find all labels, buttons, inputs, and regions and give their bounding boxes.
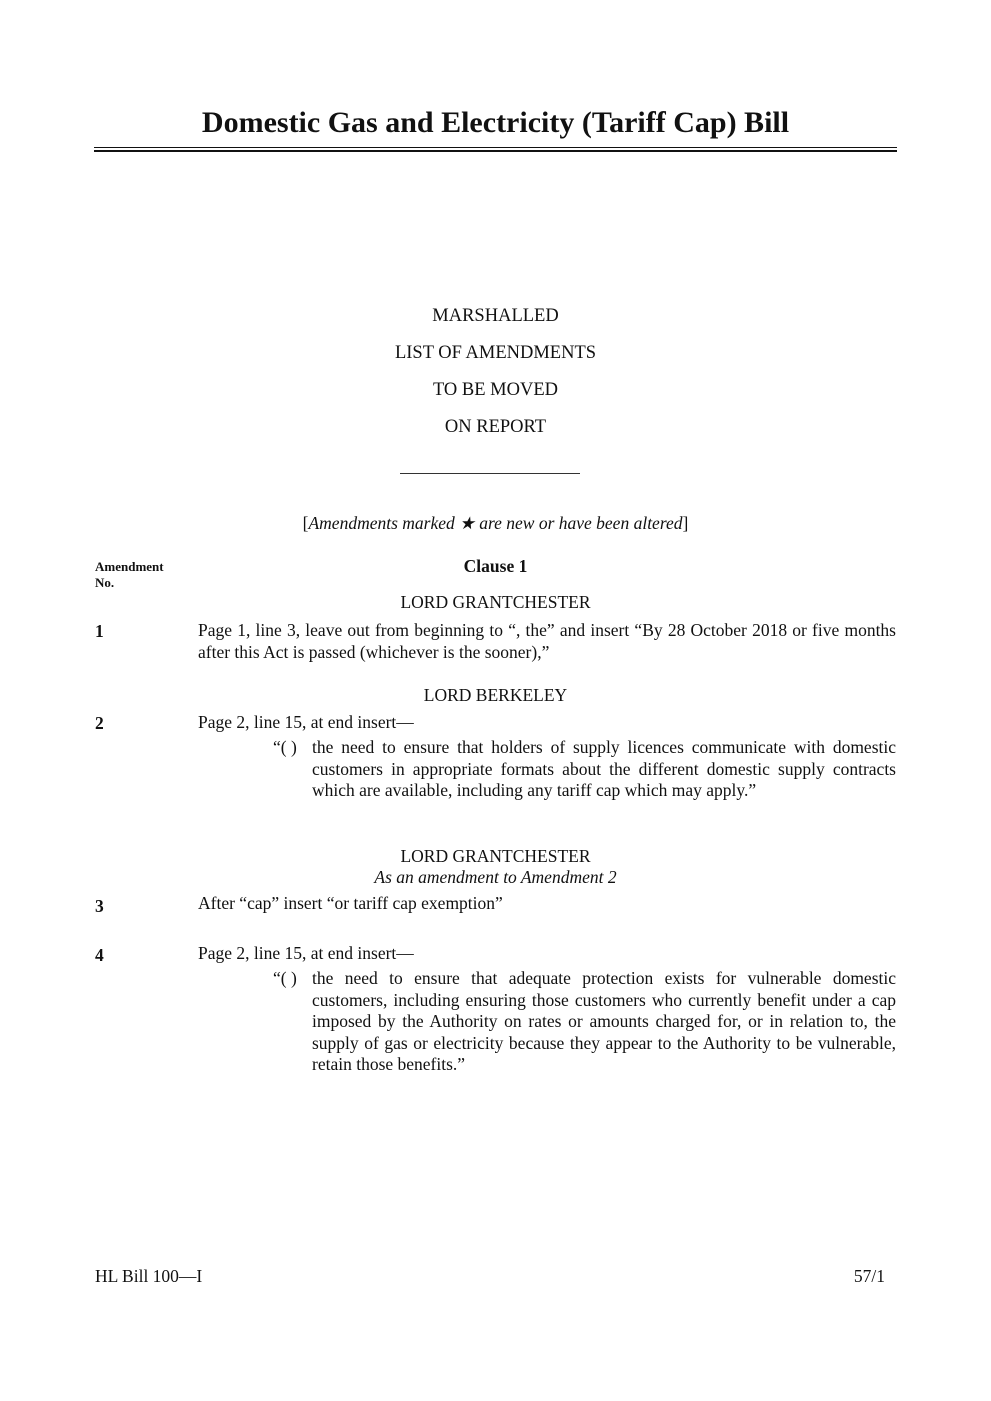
- quote-mark: “( ): [273, 968, 297, 988]
- amendment-number: 2: [95, 713, 104, 733]
- title-rule: [94, 147, 897, 148]
- amendment-number: 1: [95, 621, 104, 641]
- sponsor: LORD GRANTCHESTER: [400, 592, 591, 612]
- bill-title: Domestic Gas and Electricity (Tariff Cap) Bill: [201, 106, 790, 139]
- sponsor: LORD BERKELEY: [423, 685, 568, 705]
- sponsor: LORD GRANTCHESTER: [400, 846, 591, 866]
- heading-line: TO BE MOVED: [432, 380, 559, 400]
- inserted-text: [273, 968, 896, 1076]
- amendment-number-label: Amendment No.: [95, 559, 164, 590]
- footer-page-ref: 57/1: [853, 1266, 885, 1286]
- divider: [400, 473, 580, 474]
- clause-heading: Clause 1: [463, 556, 528, 576]
- inserted-text: [273, 737, 896, 802]
- quote-mark: “( ): [273, 737, 297, 757]
- amendments-note: [Amendments marked ★ are new or have been altered]: [302, 513, 689, 533]
- sponsor-note: As an amendment to Amendment 2: [374, 867, 617, 887]
- heading-line: MARSHALLED: [432, 306, 559, 326]
- heading-line: ON REPORT: [444, 417, 547, 437]
- footer-bill-number: HL Bill 100—I: [95, 1266, 203, 1286]
- amendment-number: 3: [95, 896, 104, 916]
- amendment-text: Page 2, line 15, at end insert—: [198, 943, 414, 963]
- amendment-number: 4: [95, 945, 104, 965]
- amendment-text: After “cap” insert “or tariff cap exemption”: [198, 893, 503, 913]
- quote-body: the need to ensure that adequate protection exists for vulnerable domestic customers, including ensuring those customers who currently benefit under a cap imposed by the Authority on rates or amounts charged for, or in relation to, the supply of gas or electricity because they appear to the Authority to be vulnerable, retain those benefits.”: [312, 968, 896, 1074]
- amendment-text: Page 2, line 15, at end insert—: [198, 712, 414, 732]
- heading-line: LIST OF AMENDMENTS: [394, 343, 597, 363]
- title-rule-thick: [94, 150, 897, 152]
- amendment-text: Page 1, line 3, leave out from beginning to “, the” and insert “By 28 October 2018 or five months after this Act is passed (whichever is the sooner),”: [198, 620, 896, 662]
- quote-body: the need to ensure that holders of supply licences communicate with domestic customers in appropriate formats about the different domestic supply contracts which are available, including any tariff cap which may apply.”: [312, 737, 896, 800]
